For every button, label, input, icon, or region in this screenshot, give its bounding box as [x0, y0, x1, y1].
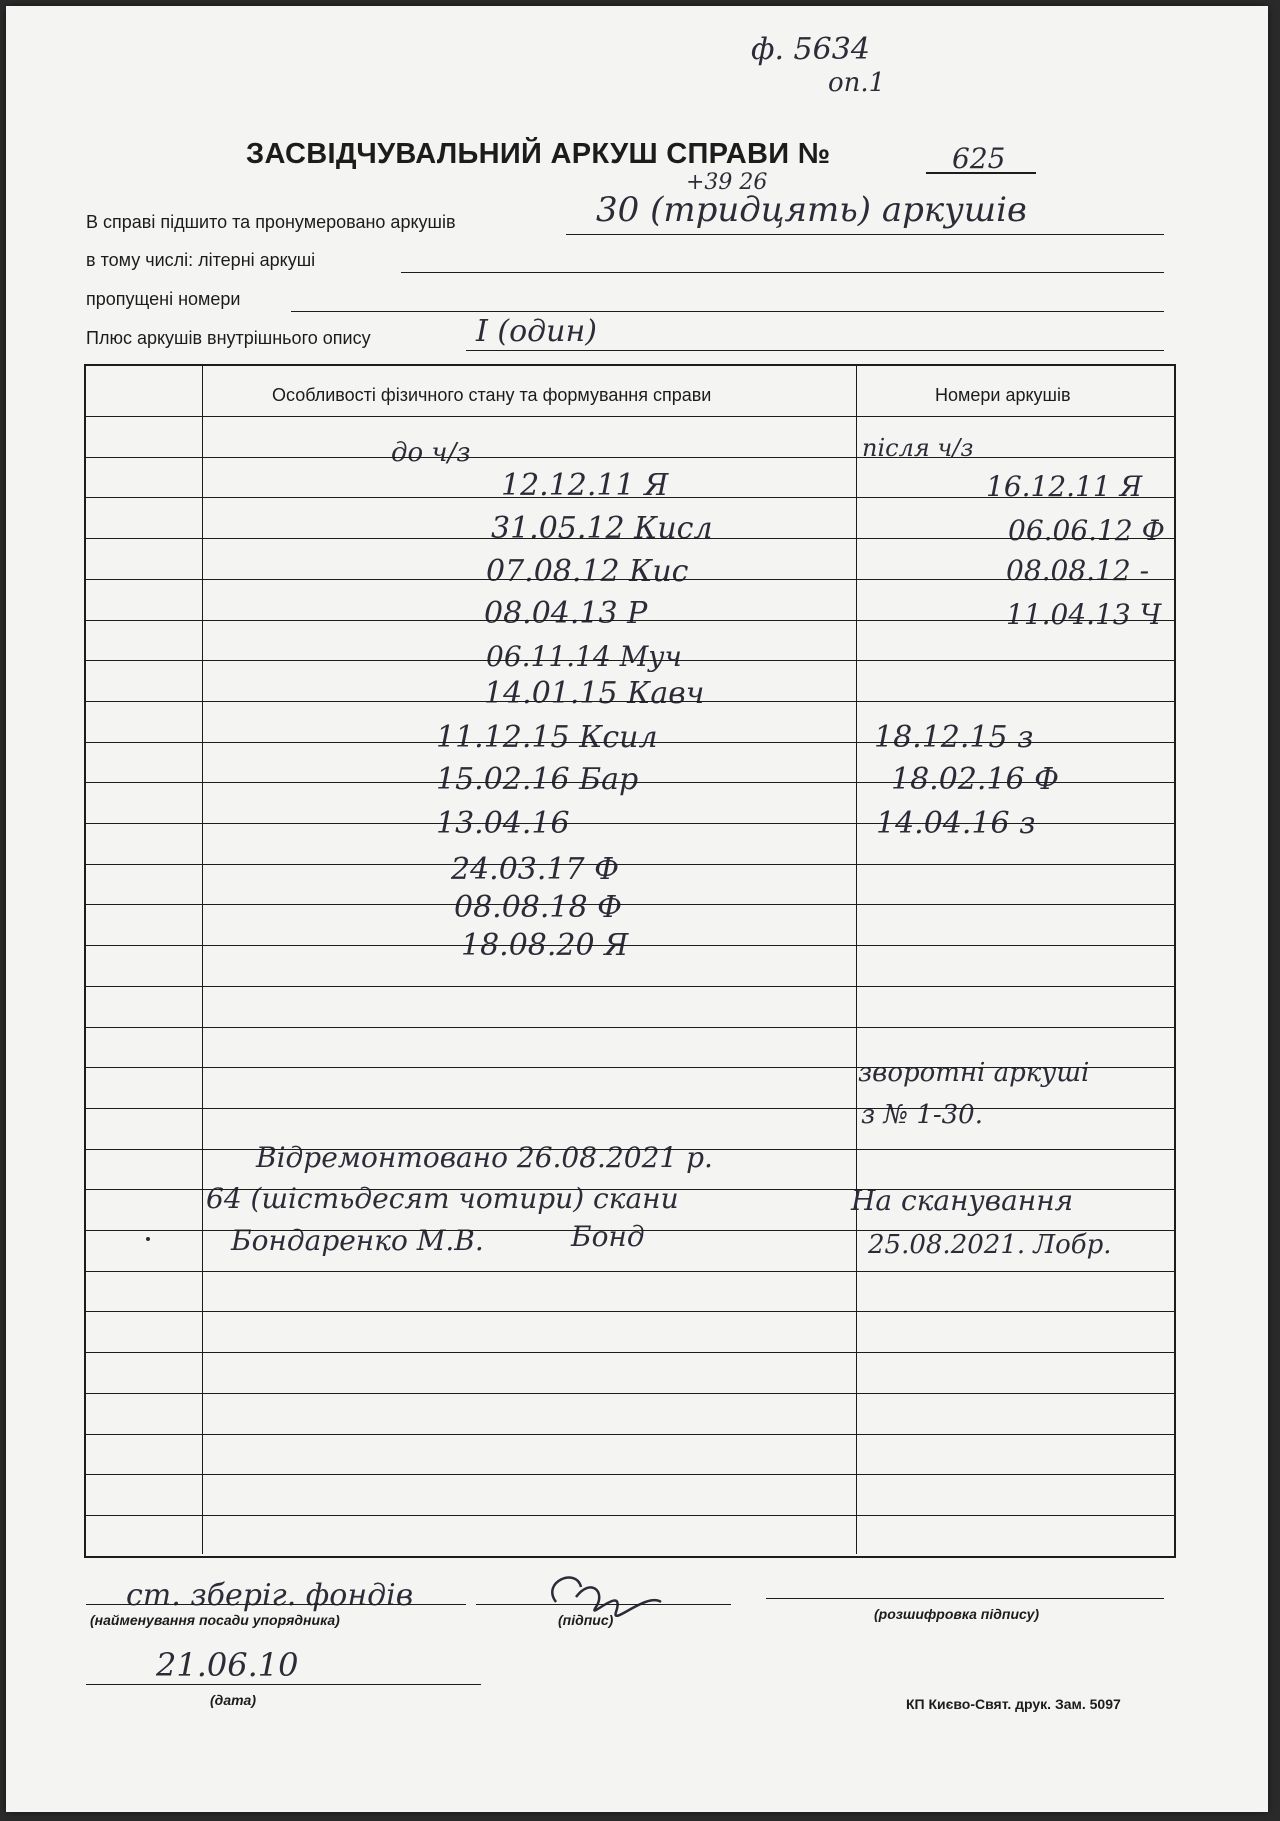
missing-label: пропущені номери — [86, 289, 241, 309]
archive-fond: ф. 5634 — [751, 32, 870, 67]
table-row-divider — [86, 538, 1174, 539]
table-row-divider — [86, 1311, 1174, 1312]
sewn-label: В справі підшито та пронумеровано аркушів — [86, 212, 456, 232]
decode-underline — [766, 1598, 1164, 1599]
table-row-divider — [86, 986, 1174, 987]
sewn-underline — [566, 234, 1164, 235]
printer-mark: КП Києво-Свят. друк. Зам. 5097 — [906, 1696, 1121, 1712]
left-entry: 14.01.15 Кавч — [484, 676, 705, 711]
ink-dot — [146, 1237, 150, 1241]
table-row-divider — [86, 1434, 1174, 1435]
left-entry: 11.12.15 Ксил — [436, 720, 658, 755]
right-entry: 16.12.11 Я — [986, 470, 1143, 503]
right-entry: 18.02.16 Ф — [891, 762, 1060, 797]
date-value: 21.06.10 — [156, 1646, 299, 1684]
table-row-divider — [86, 1352, 1174, 1353]
left-entry: 18.08.20 Я — [461, 928, 629, 963]
scan-note: На сканування — [851, 1184, 1074, 1217]
table-row-divider — [86, 701, 1174, 702]
right-entry: 06.06.12 Ф — [1008, 514, 1165, 547]
table-row-divider — [86, 620, 1174, 621]
left-entry: 08.08.18 Ф — [454, 890, 623, 925]
right-entry: 11.04.13 Ч — [1006, 598, 1162, 631]
inner-label: Плюс аркушів внутрішнього опису — [86, 328, 371, 348]
letter-underline — [401, 272, 1164, 273]
archive-opys: оп.1 — [828, 68, 886, 98]
left-entry: 08.04.13 Р — [484, 596, 648, 631]
sewn-value: 30 (тридцять) аркушів — [596, 190, 1027, 230]
right-note: зворотні аркуші — [858, 1058, 1090, 1088]
table-row-divider — [86, 457, 1174, 458]
left-entry: 13.04.16 — [436, 806, 570, 841]
table-row-divider — [86, 945, 1174, 946]
scan-note: 25.08.2021. Лобр. — [868, 1230, 1112, 1260]
table-row-divider — [86, 864, 1174, 865]
left-entry: 31.05.12 Кисл — [491, 511, 713, 546]
table-row-divider — [86, 1189, 1174, 1190]
table-col-divider-1 — [202, 366, 203, 1554]
table-row-divider — [86, 1067, 1174, 1068]
left-entry: 24.03.17 Ф — [451, 852, 620, 887]
table-header-condition: Особливості фізичного стану та формування справи — [272, 385, 712, 405]
table-header-sheet-numbers: Номери аркушів — [935, 385, 1071, 405]
table-row-divider — [86, 1108, 1174, 1109]
restore-note: Бондаренко М.В. — [231, 1224, 484, 1257]
signature-caption: (підпис) — [558, 1612, 614, 1628]
inner-underline — [466, 350, 1164, 351]
signature-underline — [476, 1604, 731, 1605]
table-row-divider — [86, 1474, 1174, 1475]
left-entry: 12.12.11 Я — [501, 468, 669, 503]
right-entry: 18.12.15 з — [874, 720, 1034, 755]
restore-signature: Бонд — [571, 1220, 645, 1253]
left-entry: 07.08.12 Кис — [486, 554, 689, 589]
inner-value: I (один) — [476, 314, 597, 349]
table-col-divider-2 — [856, 366, 857, 1554]
table-row-divider — [86, 1515, 1174, 1516]
table-row-divider — [86, 579, 1174, 580]
table-row-divider — [86, 660, 1174, 661]
letter-label: в тому числі: літерні аркуші — [86, 250, 316, 270]
table-row-divider — [86, 1149, 1174, 1150]
page-title: ЗАСВІДЧУВАЛЬНИЙ АРКУШ СПРАВИ № — [246, 138, 831, 170]
restore-note: 64 (шістьдесят чотири) скани — [206, 1182, 679, 1215]
table-row-divider — [86, 823, 1174, 824]
sewn-note: +39 26 — [686, 170, 768, 195]
table-row-divider — [86, 497, 1174, 498]
left-title: до ч/з — [391, 438, 471, 468]
position-underline — [86, 1604, 466, 1605]
position-value: ст. зберіг. фондів — [126, 1578, 414, 1613]
date-caption: (дата) — [210, 1692, 256, 1708]
case-number: 625 — [952, 142, 1006, 175]
decode-caption: (розшифровка підпису) — [874, 1606, 1040, 1622]
table-row-divider — [86, 904, 1174, 905]
left-entry: 06.11.14 Муч — [486, 640, 682, 673]
right-entry: 08.08.12 - — [1006, 554, 1150, 587]
table-row-divider — [86, 1271, 1174, 1272]
right-entry: 14.04.16 з — [876, 806, 1036, 841]
table-row-divider — [86, 782, 1174, 783]
position-caption: (найменування посади упорядника) — [90, 1612, 340, 1628]
document-sheet — [6, 6, 1268, 1812]
table-row-divider — [86, 1393, 1174, 1394]
restore-note: Відремонтовано 26.08.2021 р. — [256, 1141, 713, 1174]
left-entry: 15.02.16 Бар — [436, 762, 639, 797]
missing-underline — [291, 311, 1164, 312]
right-title: після ч/з — [862, 434, 974, 462]
table-row-divider — [86, 1027, 1174, 1028]
table-row-divider — [86, 742, 1174, 743]
table-header-divider — [86, 416, 1174, 417]
right-note: з № 1-30. — [861, 1100, 983, 1130]
table-row-divider — [86, 1230, 1174, 1231]
date-underline — [86, 1684, 481, 1685]
